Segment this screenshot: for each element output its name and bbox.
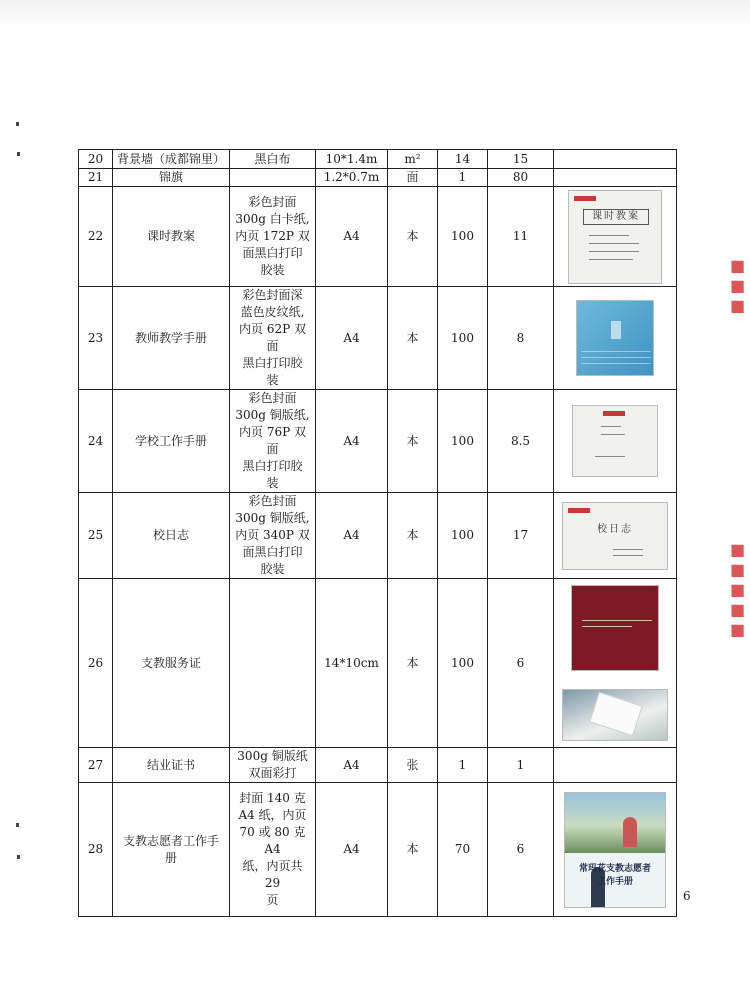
school-work-manual-photo [572,405,658,477]
item-quantity: 100 [438,287,488,390]
item-unit: 本 [388,493,438,579]
item-quantity: 1 [438,169,488,187]
teacher-handbook-photo [576,300,654,376]
item-size: A4 [316,287,388,390]
item-name: 课时教案 [113,187,230,287]
item-spec [230,579,316,748]
item-quantity: 14 [438,150,488,169]
item-number: 25 [79,493,113,579]
item-quantity: 70 [438,783,488,917]
seal-stamp-partial: ■■■■■ [728,540,747,640]
item-unit: 张 [388,748,438,783]
item-size: A4 [316,748,388,783]
table-row [79,390,677,493]
scan-shadow [0,0,750,28]
item-size: 1.2*0.7m [316,169,388,187]
cover-photo [565,793,665,853]
item-quantity: 100 [438,390,488,493]
page-number: 6 [683,889,691,903]
item-quantity: 100 [438,493,488,579]
scan-speck [16,823,19,827]
item-unit: 本 [388,287,438,390]
item-image-cell [554,748,677,783]
table-row [79,150,677,169]
item-size: 10*1.4m [316,150,388,169]
item-spec: 彩色封面深 蓝色皮纹纸, 内页 62P 双面 黑白打印胶 装 [230,287,316,390]
cover-label [611,321,621,339]
item-unit: m² [388,150,438,169]
item-price: 11 [488,187,554,287]
item-size: A4 [316,390,388,493]
item-quantity: 1 [438,748,488,783]
item-spec: 封面 140 克 A4 纸，内页 70 或 80 克 A4 纸，内页共 29 页 [230,783,316,917]
service-certificate-open-photo [562,689,668,741]
item-name: 锦旗 [113,169,230,187]
scan-speck [17,855,20,859]
item-quantity: 100 [438,187,488,287]
table-row [79,169,677,187]
table-row [79,187,677,287]
scan-speck [16,122,19,126]
procurement-table [78,149,677,917]
cover-title: 常玛花支教志愿者 工作手册 [578,863,651,887]
cover-logo [603,411,625,416]
item-number: 26 [79,579,113,748]
item-size: A4 [316,783,388,917]
item-image-cell [554,579,677,748]
item-spec [230,169,316,187]
item-name: 学校工作手册 [113,390,230,493]
cover-logo [568,508,590,513]
item-number: 23 [79,287,113,390]
item-price: 8.5 [488,390,554,493]
item-number: 24 [79,390,113,493]
item-spec: 黑白布 [230,150,316,169]
seal-stamp-partial: ■■■ [728,256,747,316]
item-name: 支教志愿者工作手 册 [113,783,230,917]
item-number: 28 [79,783,113,917]
item-number: 21 [79,169,113,187]
item-image-cell [554,390,677,493]
item-size: A4 [316,493,388,579]
item-unit: 本 [388,579,438,748]
cover-title: 校日志 [597,523,633,535]
volunteer-manual-photo [564,792,666,908]
item-image-cell [554,783,677,917]
item-image-cell [554,169,677,187]
table-row [79,287,677,390]
item-spec: 彩色封面 300g 铜版纸, 内页 76P 双面 黑白打印胶 装 [230,390,316,493]
lesson-plan-photo [568,190,662,284]
item-image-cell [554,187,677,287]
item-unit: 本 [388,390,438,493]
school-log-photo [562,502,668,570]
item-image-cell [554,493,677,579]
item-price: 6 [488,579,554,748]
service-certificate-cover-photo [571,585,659,671]
table-row [79,493,677,579]
item-name: 背景墙（成都锦里） [113,150,230,169]
item-size: A4 [316,187,388,287]
item-image-cell [554,150,677,169]
item-name: 校日志 [113,493,230,579]
item-quantity: 100 [438,579,488,748]
table-row [79,783,677,917]
item-name: 教师教学手册 [113,287,230,390]
item-price: 15 [488,150,554,169]
scan-speck [17,152,20,156]
item-number: 20 [79,150,113,169]
cover-title: 课时教案 [583,209,649,225]
item-spec: 彩色封面 300g 白卡纸, 内页 172P 双 面黑白打印 胶装 [230,187,316,287]
table-row [79,579,677,748]
item-spec: 彩色封面 300g 铜版纸, 内页 340P 双 面黑白打印 胶装 [230,493,316,579]
item-price: 80 [488,169,554,187]
item-name: 支教服务证 [113,579,230,748]
item-unit: 面 [388,169,438,187]
item-price: 1 [488,748,554,783]
item-number: 22 [79,187,113,287]
item-unit: 本 [388,783,438,917]
item-image-cell [554,287,677,390]
item-price: 8 [488,287,554,390]
table-row [79,748,677,783]
item-unit: 本 [388,187,438,287]
item-size: 14*10cm [316,579,388,748]
item-spec: 300g 铜版纸 双面彩打 [230,748,316,783]
item-name: 结业证书 [113,748,230,783]
item-price: 6 [488,783,554,917]
cover-logo [574,196,596,201]
item-price: 17 [488,493,554,579]
item-number: 27 [79,748,113,783]
